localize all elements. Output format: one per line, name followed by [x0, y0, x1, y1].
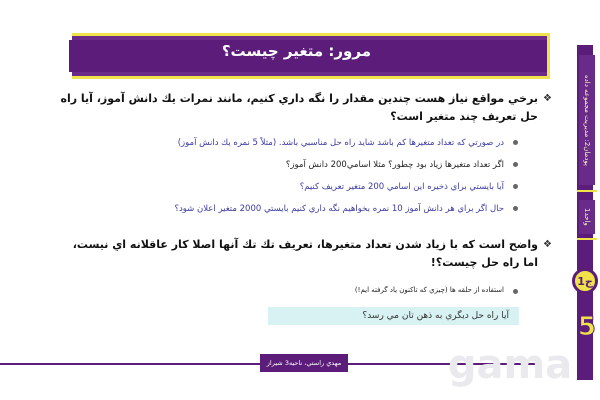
diamond-bullet-icon: ❖ [543, 239, 552, 250]
page-number: 5 [577, 312, 596, 342]
sub-item-text: اگر تعداد متغيرها زياد بود چطور؟ مثلا اسامي200 دانش آموز؟ [285, 160, 504, 170]
footer-author: مهدي راستي، ناحيه3 شيراز [260, 354, 348, 372]
list-item [68, 158, 518, 180]
sub-item-text: آيا بايستي براي ذخيره اين اسامي 200 متغير تعريف كنيم؟ [299, 182, 504, 192]
watermark-logo-icon [430, 338, 590, 388]
watermark-text: gama [447, 342, 573, 388]
question-2-text: واضح است كه با زياد شدن تعداد متغيرها، تعريف تك تك آنها اصلا كار عاقلانه اي نيست، اما راه حل چيست؟! [72, 238, 538, 269]
question-1-text: برخي مواقع نياز هست چندين مقدار را نگه داري كنيم، مانند نمرات يك دانش آموز، آيا راه حل تعريف چند متغير است؟ [60, 92, 538, 123]
hint-text: استفاده از حلقه ها (چيزي كه تاكنون ياد گرفته ايم!) [354, 286, 504, 294]
dot-bullet-icon [513, 140, 518, 145]
list-item [68, 180, 518, 202]
sub-item-text: حال اگر براي هر دانش آموز 10 نمره بخواهيم نگه داري كنيم بايستي 2000 متغير اعلان شود؟ [174, 204, 504, 214]
dot-bullet-icon [513, 206, 518, 211]
dot-bullet-icon [513, 184, 518, 189]
sidebar-separator [577, 238, 597, 240]
list-item [68, 202, 518, 224]
chapter-badge: ج1 [572, 268, 598, 294]
sub-item-list [68, 136, 518, 224]
question-1 [60, 90, 552, 126]
diamond-bullet-icon: ❖ [543, 93, 552, 104]
callout-box: آيا راه حل ديگري به ذهن تان مي رسد؟ [268, 307, 519, 325]
title-bar [72, 33, 550, 79]
sidebar-unit-label: واحد1 [579, 200, 595, 234]
dot-bullet-icon [513, 289, 518, 294]
question-2 [60, 236, 552, 272]
hint-item [355, 286, 518, 294]
sidebar-separator [577, 190, 597, 192]
sidebar-section-label: پودمان2: مديريت مجموعه داده [579, 55, 595, 185]
sub-item-text: در صورتي كه تعداد متغيرها كم باشد شايد راه حل مناسبي باشد. (مثلاً 5 نمره يك دانش آموز) [177, 138, 504, 148]
list-item [68, 136, 518, 158]
slide-title: مرور: متغير چيست؟ [221, 42, 371, 60]
dot-bullet-icon [513, 162, 518, 167]
